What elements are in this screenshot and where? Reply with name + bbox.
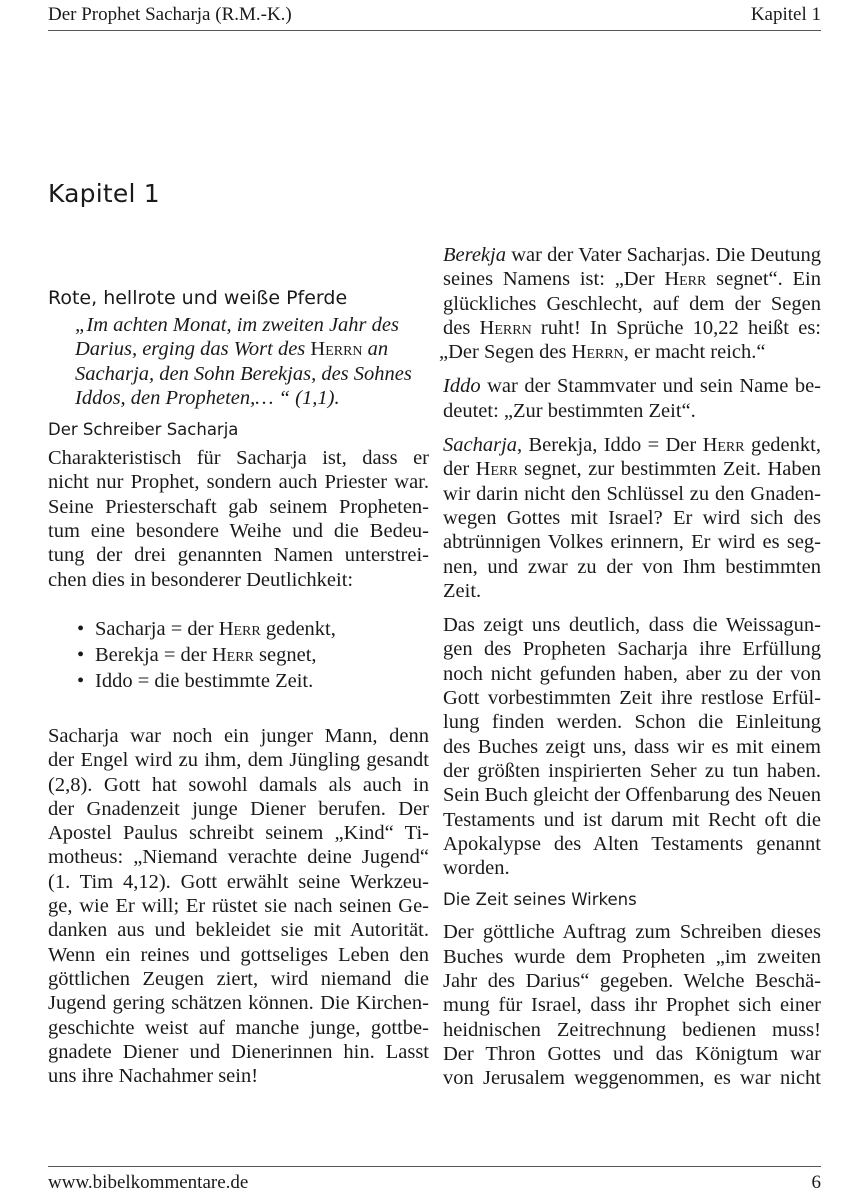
text-line: des Herrn ruht! In Sprüche 10,22 heißt es: [443, 316, 821, 339]
quote-text: Darius, erging das Wort des [75, 338, 311, 361]
text-line: Zeit. [443, 579, 482, 602]
text-line: motheus: „Niemand verachte deine Jugend“ [48, 846, 429, 869]
text-line: der Gnadenzeit junge Diener berufen. Der [48, 797, 429, 820]
text-line: von Jerusalem weggenommen, es war nicht [443, 1067, 821, 1090]
text-line: glückliches Geschlecht, auf dem der Segen [443, 292, 821, 315]
text-line: der größten inspirierten Seher zu tun haben. [443, 759, 821, 782]
text-line: göttlichen Zeugen ziert, wird niemand die [48, 967, 429, 990]
chapter-title: Kapitel 1 [48, 179, 160, 208]
paragraph-iddo [443, 374, 821, 423]
text-line: Apostel Paulus schreibt seinem „Kind“ Ti- [48, 822, 429, 845]
text-line: noch nicht gefunden haben, aber zu der von [443, 662, 821, 685]
subsection-title: Die Zeit seines Wirkens [443, 890, 637, 910]
text-line: Sacharja, Berekja, Iddo = Der Herr gedenkt, [443, 434, 821, 457]
text-line: nicht nur Prophet, sondern auch Priester war. [48, 471, 429, 494]
quote-line: Sacharja, den Sohn Berekjas, des Sohnes [75, 362, 412, 385]
name-emphasis: Iddo [443, 375, 481, 398]
lord-smallcaps: Herr [475, 458, 518, 481]
text-line: tung der drei genannten Namen unterstrei- [48, 544, 429, 567]
lord-smallcaps: Herr [702, 434, 745, 457]
text-line: ge, wie Er will; Er rüstet sie nach seinen Ge- [48, 895, 429, 918]
name-emphasis: Sacharja [443, 434, 518, 457]
lord-smallcaps: Herrn [310, 338, 363, 361]
text-line: „Der Segen des Herrn, er macht reich.“ [439, 341, 766, 364]
text-line: Gott vorbestimmten Zeit ihre restlose Erfül- [443, 687, 821, 710]
quote-line: „Im achten Monat, im zweiten Jahr des [75, 314, 399, 336]
lord-smallcaps: Herr [218, 617, 261, 640]
text-line: Sacharja war noch ein junger Mann, denn [48, 724, 429, 747]
name-emphasis: Berekja [443, 244, 506, 266]
text-line: Jugend gering schätzen können. Die Kirchen- [48, 992, 429, 1015]
text-line: des Buches zeigt uns, dass wir es mit einem [443, 735, 821, 758]
text-line: mung für Israel, dass ihr Prophet sich einer [443, 994, 821, 1017]
header-book-title: Der Prophet Sacharja (R.M.-K.) [48, 4, 292, 25]
paragraph-fulfillment [443, 613, 821, 880]
quote-text: an [362, 338, 389, 361]
running-header [48, 4, 821, 31]
text-line: Berekja war der Vater Sacharjas. Die Deutung [443, 244, 821, 266]
text-line: Charakteristisch für Sacharja ist, dass er [48, 447, 429, 470]
name-meaning-list [48, 616, 429, 694]
right-column [439, 243, 821, 1091]
text-line: chen dies in besonderer Deutlichkeit: [48, 568, 354, 591]
scripture-quote [48, 313, 429, 410]
footer-rule [48, 1166, 821, 1167]
text-line: Das zeigt uns deutlich, dass die Weissagun- [443, 614, 821, 637]
quote-line [75, 337, 429, 361]
text-line: gen des Propheten Sacharja ihre Erfüllung [443, 638, 821, 661]
text-line: wir darin nicht den Schlüssel zu den Gnaden- [443, 482, 821, 505]
text-line: lung finden werden. Schon die Einleitung [443, 711, 821, 734]
text-line: (1. Tim 4,12). Gott erwählt seine Werkzeu- [48, 870, 429, 893]
page-number: 6 [811, 1172, 821, 1193]
text-line: abtrünnigen Volkes erinnern, Er wird es seg- [443, 531, 821, 554]
section-title: Rote, hellrote und weiße Pferde [48, 287, 348, 309]
text-line: Sein Buch gleicht der Offenbarung des Neuen [443, 784, 821, 807]
lord-smallcaps: Herr [211, 643, 254, 666]
text-line: worden. [443, 857, 510, 880]
text-line: Iddo war der Stammvater und sein Name be- [443, 375, 821, 398]
text-line: Jahr des Darius“ gegeben. Welche Beschä- [443, 970, 821, 993]
text-line: Der göttliche Auftrag zum Schreiben dieses [443, 921, 821, 944]
lord-smallcaps: Herrn [479, 316, 532, 339]
text-line: Buches wurde dem Propheten „im zweiten [443, 945, 821, 968]
text-line: der Engel wird zu ihm, dem Jüngling gesandt [48, 749, 429, 772]
paragraph [48, 446, 429, 592]
bullet-icon: • [77, 643, 85, 666]
paragraph-sacharja [443, 433, 821, 603]
quote-line: Iddos, den Propheten,… “ (1,1). [75, 386, 340, 409]
text-line: (2,8). Gott hat sowohl damals als auch in [48, 773, 429, 796]
left-column [48, 283, 429, 1088]
text-line: Apokalypse des Alten Testaments genannt [443, 832, 821, 855]
list-item: • Berekja = der Herr segnet, [77, 643, 317, 666]
list-item: • Sacharja = der Herr gedenkt, [77, 617, 336, 640]
text-line: tum eine besondere Weihe und die Bedeu- [48, 520, 429, 543]
lord-smallcaps: Herrn [571, 341, 624, 364]
bullet-icon: • [77, 669, 85, 692]
bullet-icon: • [77, 617, 85, 640]
text-line: wegen Gottes mit Israel? Er wird sich des [443, 506, 821, 529]
text-line: Der Thron Gottes und das Königtum war [443, 1042, 821, 1065]
text-line: seines Namens ist: „Der Herr segnet“. Ein [443, 268, 821, 291]
text-line: Wenn ein reines und gottseliges Leben den [48, 943, 429, 966]
text-line: Seine Priesterschaft gab seinem Propheten- [48, 495, 429, 518]
text-line: heidnischen Zeitrechnung bedienen muss! [443, 1018, 821, 1041]
paragraph-commission [443, 920, 821, 1090]
lord-smallcaps: Herr [664, 268, 707, 291]
text-line: gnadete Diener und Dienerinnen hin. Lasst [48, 1040, 429, 1063]
text-line: uns ihre Nachahmer sein! [48, 1065, 259, 1088]
text-line: der Herr segnet, zur bestimmten Zeit. Haben [443, 458, 821, 481]
text-line: danken aus und bekleidet sie mit Autorität. [48, 919, 429, 942]
text-line: geschichte weist auf manche junge, gottbe- [48, 1016, 429, 1039]
paragraph [48, 724, 429, 1088]
text-line: nen, und zwar zu der von Ihm bestimmten [443, 555, 821, 578]
header-chapter: Kapitel 1 [750, 4, 821, 25]
subsection-title: Der Schreiber Sacharja [48, 420, 239, 440]
text-line: Testaments und ist darum mit Recht oft die [443, 808, 821, 831]
footer-url-link[interactable]: www.bibelkommentare.de [48, 1172, 249, 1193]
paragraph-berekja [439, 243, 821, 364]
text-line: deutet: „Zur bestimmten Zeit“. [443, 399, 696, 422]
list-item: • Iddo = die bestimmte Zeit. [77, 669, 314, 692]
